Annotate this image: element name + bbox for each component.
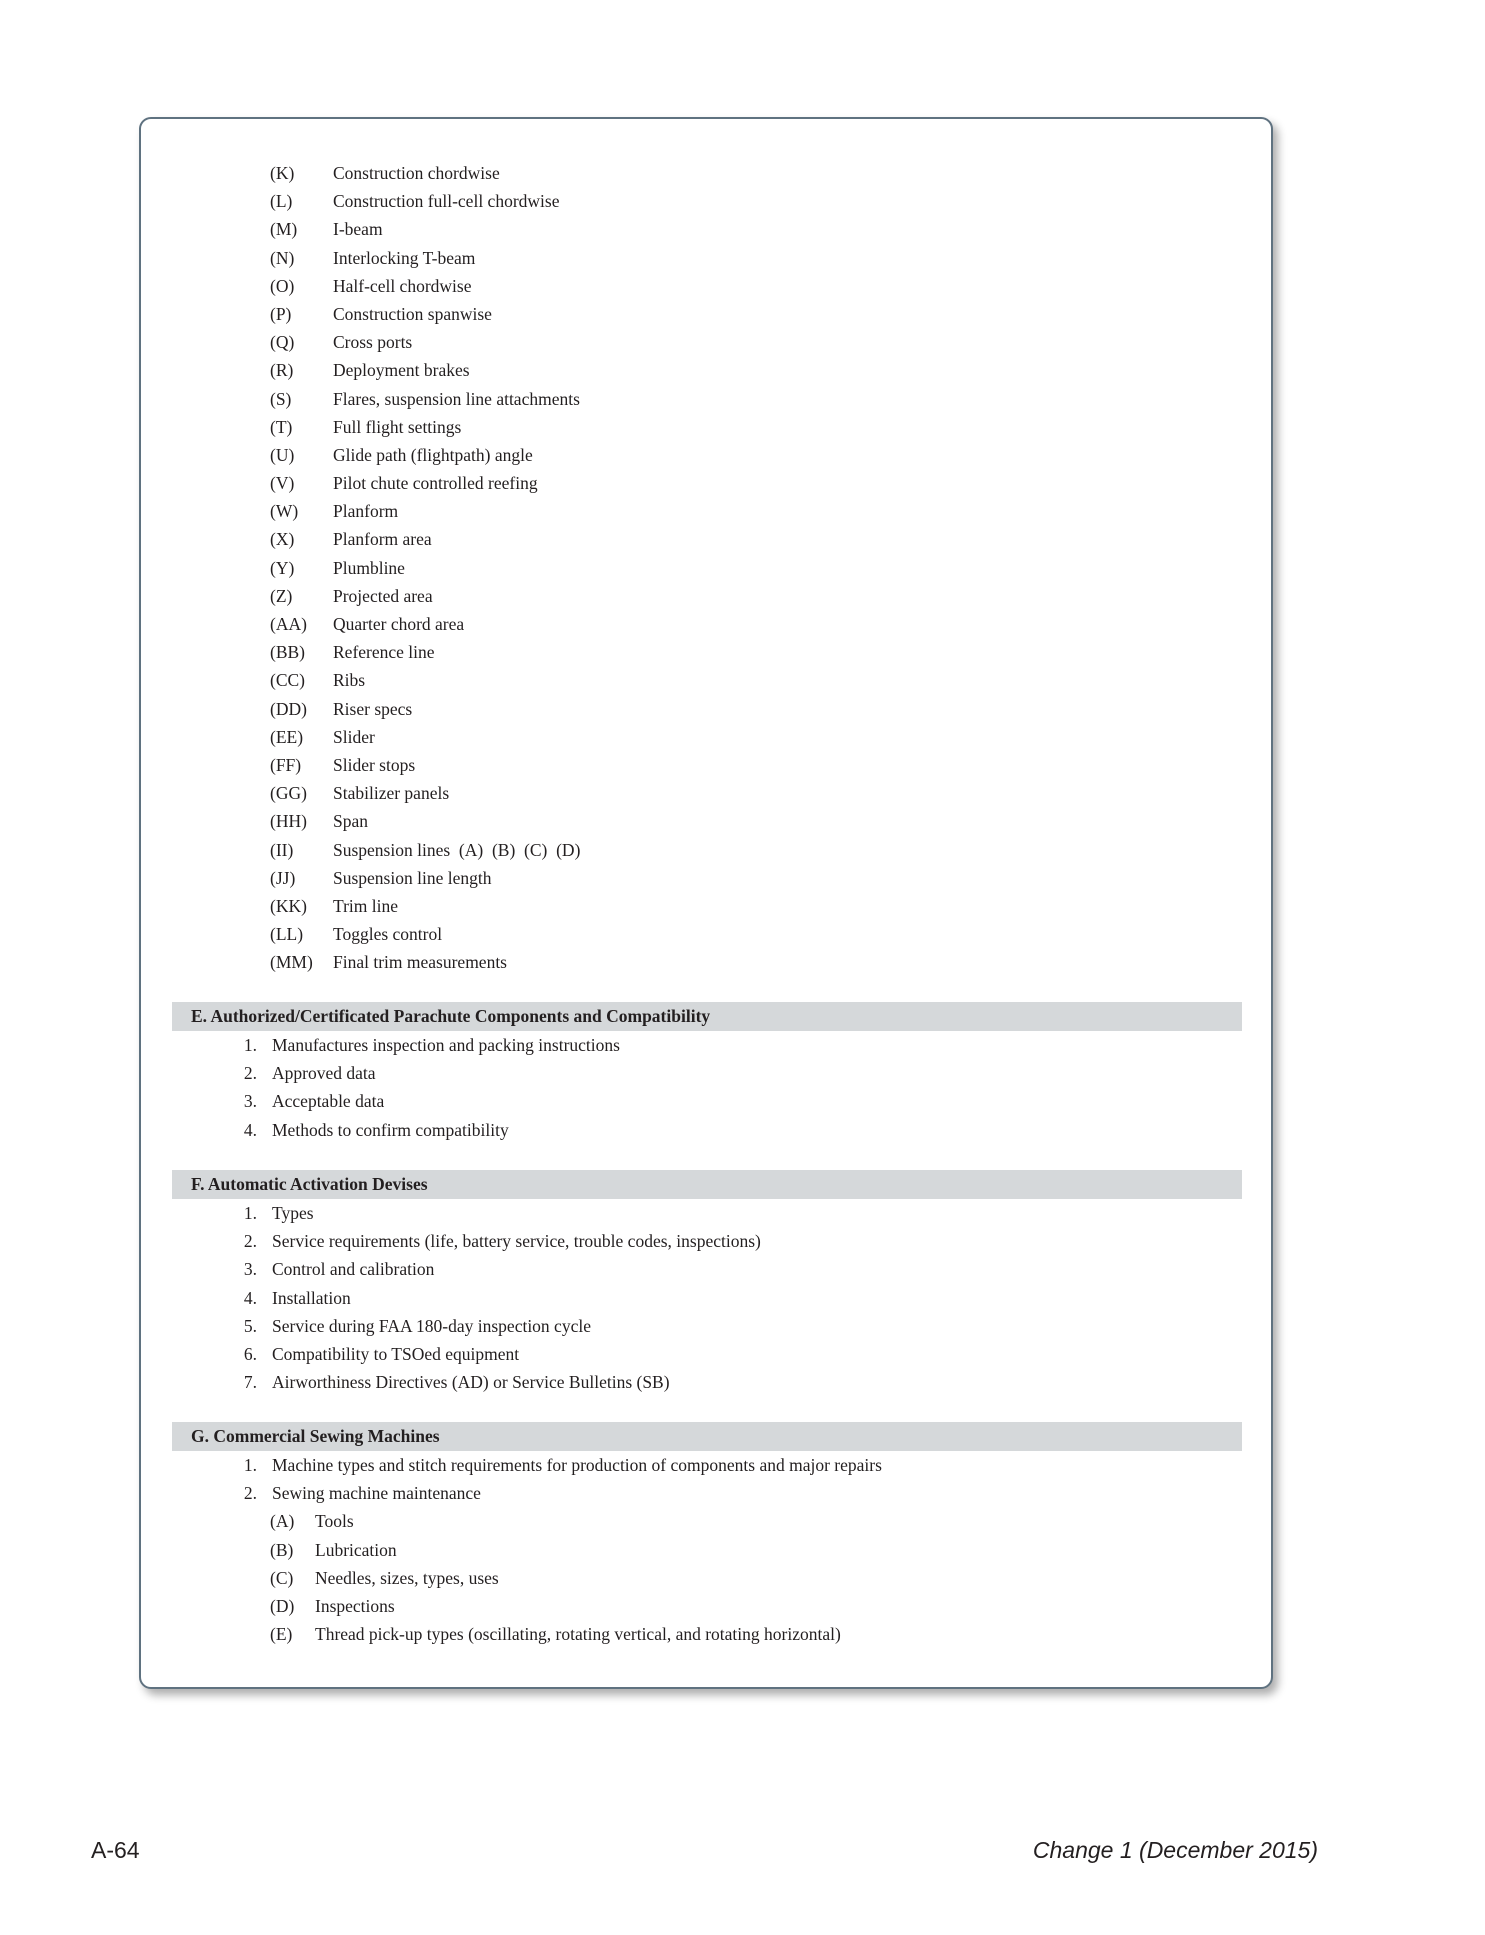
list-item: (K) Construction chordwise xyxy=(270,163,500,183)
list-item: (B) Lubrication xyxy=(270,1539,397,1560)
lettered-sublist xyxy=(270,1507,1242,1648)
section-heading: E. Authorized/Certificated Parachute Components and Compatibility xyxy=(172,1002,1242,1031)
list-item: 4. Installation xyxy=(243,1287,351,1308)
list-item: (U) Glide path (flightpath) angle xyxy=(270,444,533,465)
list-item: (T) Full flight settings xyxy=(270,416,462,437)
list-item: (Y) Plumbline xyxy=(270,557,405,578)
section-g xyxy=(172,1422,1242,1648)
section-e xyxy=(172,1002,1242,1144)
list-item: 2. Service requirements (life, battery service, trouble codes, inspections) xyxy=(243,1231,761,1252)
list-item: (GG) Stabilizer panels xyxy=(270,783,450,804)
list-item: (LL) Toggles control xyxy=(270,924,443,945)
list-item: (L) Construction full-cell chordwise xyxy=(270,191,560,212)
list-item: 1. Manufactures inspection and packing instructions xyxy=(243,1035,620,1055)
list-item: 4. Methods to confirm compatibility xyxy=(243,1119,509,1140)
revision-note: Change 1 (December 2015) xyxy=(1032,1837,1318,1863)
section-f xyxy=(172,1170,1242,1396)
list-item: 3. Control and calibration xyxy=(243,1259,435,1280)
list-item: (P) Construction spanwise xyxy=(270,303,492,324)
list-item: (C) Needles, sizes, types, uses xyxy=(270,1567,499,1588)
section-heading: F. Automatic Activation Devises xyxy=(172,1170,1242,1199)
list-item: (II) Suspension lines (A) (B) (C) (D) xyxy=(270,839,581,860)
list-item: (O) Half-cell chordwise xyxy=(270,275,472,296)
list-item: (FF) Slider stops xyxy=(270,754,416,775)
list-item: (N) Interlocking T-beam xyxy=(270,247,476,268)
list-item: (E) Thread pick-up types (oscillating, rotating vertical, and rotating horizontal) xyxy=(270,1624,841,1645)
list-item: (KK) Trim line xyxy=(270,895,398,916)
list-item: (A) Tools xyxy=(270,1511,354,1532)
list-item: (EE) Slider xyxy=(270,726,375,747)
list-item: (JJ) Suspension line length xyxy=(270,867,492,888)
numbered-list xyxy=(222,1451,1242,1507)
list-item: (DD) Riser specs xyxy=(270,698,413,719)
list-item: (BB) Reference line xyxy=(270,642,435,663)
list-item: (M) I-beam xyxy=(270,219,383,240)
list-item: 3. Acceptable data xyxy=(243,1091,385,1112)
list-item: 2. Approved data xyxy=(243,1063,376,1084)
outline-list xyxy=(270,159,580,976)
list-item: 7. Airworthiness Directives (AD) or Service Bulletins (SB) xyxy=(243,1372,670,1393)
numbered-list xyxy=(222,1199,1242,1396)
list-item: (V) Pilot chute controlled reefing xyxy=(270,473,538,494)
list-item: (MM) Final trim measurements xyxy=(270,952,507,973)
list-item: 6. Compatibility to TSOed equipment xyxy=(243,1343,520,1364)
list-item: (Z) Projected area xyxy=(270,585,433,606)
list-item: (HH) Span xyxy=(270,811,368,832)
list-item: 5. Service during FAA 180-day inspection cycle xyxy=(243,1315,591,1336)
numbered-list xyxy=(222,1031,1242,1144)
list-item: (R) Deployment brakes xyxy=(270,360,470,381)
list-item: (W) Planform xyxy=(270,501,399,522)
list-item: (AA) Quarter chord area xyxy=(270,614,465,634)
page-number: A-64 xyxy=(91,1837,140,1863)
list-item: (Q) Cross ports xyxy=(270,332,413,353)
list-item: 1. Machine types and stitch requirements for production of components and major repairs xyxy=(243,1455,882,1475)
list-item: (D) Inspections xyxy=(270,1595,395,1616)
list-item: (S) Flares, suspension line attachments xyxy=(270,388,580,409)
list-item: (CC) Ribs xyxy=(270,670,366,691)
section-heading: G. Commercial Sewing Machines xyxy=(172,1422,1242,1451)
list-item: 1. Types xyxy=(243,1203,314,1223)
list-item: 2. Sewing machine maintenance xyxy=(243,1483,481,1504)
list-item: (X) Planform area xyxy=(270,529,432,550)
